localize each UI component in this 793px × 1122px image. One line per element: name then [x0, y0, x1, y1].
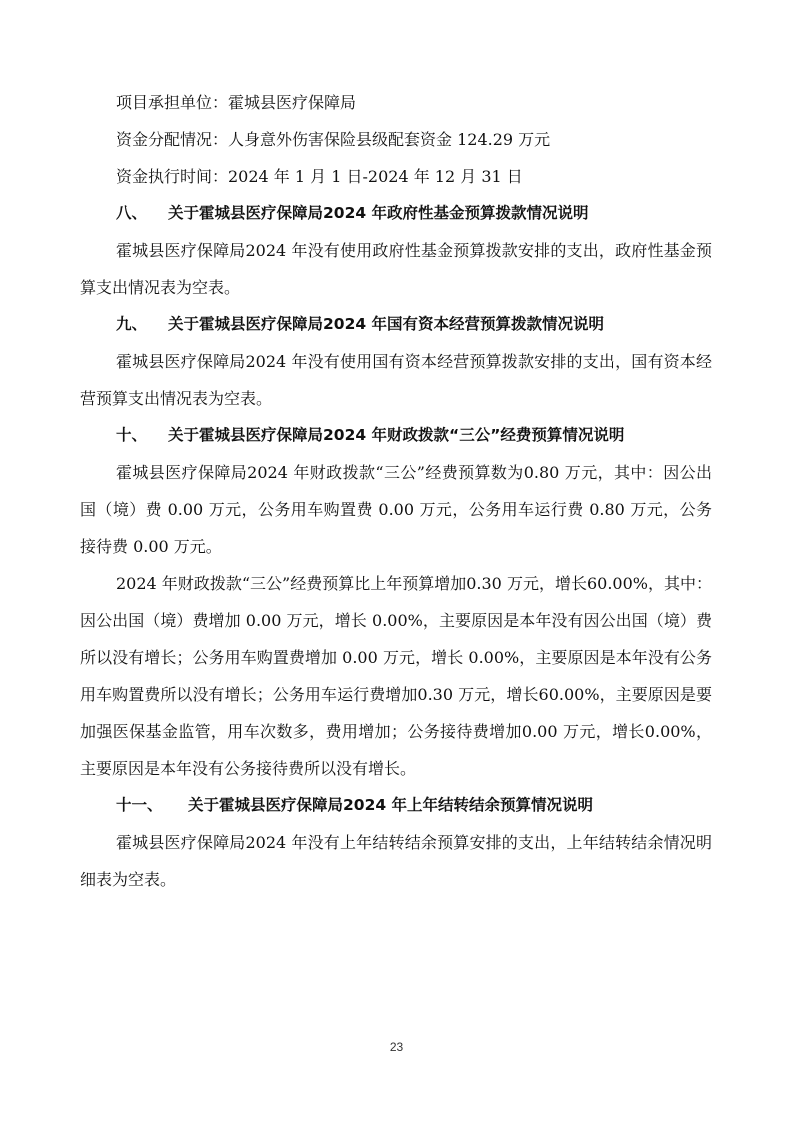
fund-allocation: 资金分配情况：人身意外伤害保险县级配套资金 124.29 万元	[116, 130, 551, 149]
section-heading-10	[80, 417, 712, 454]
section-heading-11	[80, 787, 712, 824]
page-number: 23	[389, 1040, 404, 1054]
section-number: 十一、	[116, 796, 163, 814]
section-body-10-a: 霍城县医疗保障局2024 年财政拨款“三公”经费预算数为0.80 万元，其中：因公出国（境）费 0.00 万元，公务用车购置费 0.00 万元，公务用车运行费 0.80 万元，公务接待费 0.00 万元。	[80, 463, 712, 556]
section-number: 八、	[116, 204, 148, 222]
section-body-11: 霍城县医疗保障局2024 年没有上年结转结余预算安排的支出，上年结转结余情况明细表为空表。	[80, 833, 712, 889]
section-title: 关于霍城县医疗保障局2024 年政府性基金预算拨款情况说明	[168, 204, 589, 222]
section-number: 九、	[116, 315, 148, 333]
section-body-8: 霍城县医疗保障局2024 年没有使用政府性基金预算拨款安排的支出，政府性基金预算支出情况表为空表。	[80, 241, 712, 297]
section-body-10-b: 2024 年财政拨款“三公”经费预算比上年预算增加0.30 万元，增长60.00%，其中：因公出国（境）费增加 0.00 万元，增长 0.00%，主要原因是本年没有因公出国（境）费所以没有增长；公务用车购置费增加 0.00 万元，增长 0.00%，主要原因是本年没有公务用车购置费所以没有增长；公务用车运行费增加0.30 万元，增长60.00%，主要原因是要加强医保基金监管，用车次数多，费用增加；公务接待费增加0.00 万元，增长0.00%，主要原因是本年没有公务接待费所以没有增长。	[80, 574, 712, 778]
section-heading-9	[80, 306, 712, 343]
section-body-9: 霍城县医疗保障局2024 年没有使用国有资本经营预算拨款安排的支出，国有资本经营预算支出情况表为空表。	[80, 352, 712, 408]
section-title: 关于霍城县医疗保障局2024 年上年结转结余预算情况说明	[188, 796, 594, 814]
section-heading-8	[80, 195, 712, 232]
section-number: 十、	[116, 426, 148, 444]
document-page	[80, 84, 712, 898]
project-unit: 项目承担单位：霍城县医疗保障局	[116, 93, 357, 112]
section-title: 关于霍城县医疗保障局2024 年国有资本经营预算拨款情况说明	[168, 315, 605, 333]
section-title: 关于霍城县医疗保障局2024 年财政拨款“三公”经费预算情况说明	[168, 426, 625, 444]
execution-period: 资金执行时间：2024 年 1 月 1 日-2024 年 12 月 31 日	[116, 167, 523, 186]
